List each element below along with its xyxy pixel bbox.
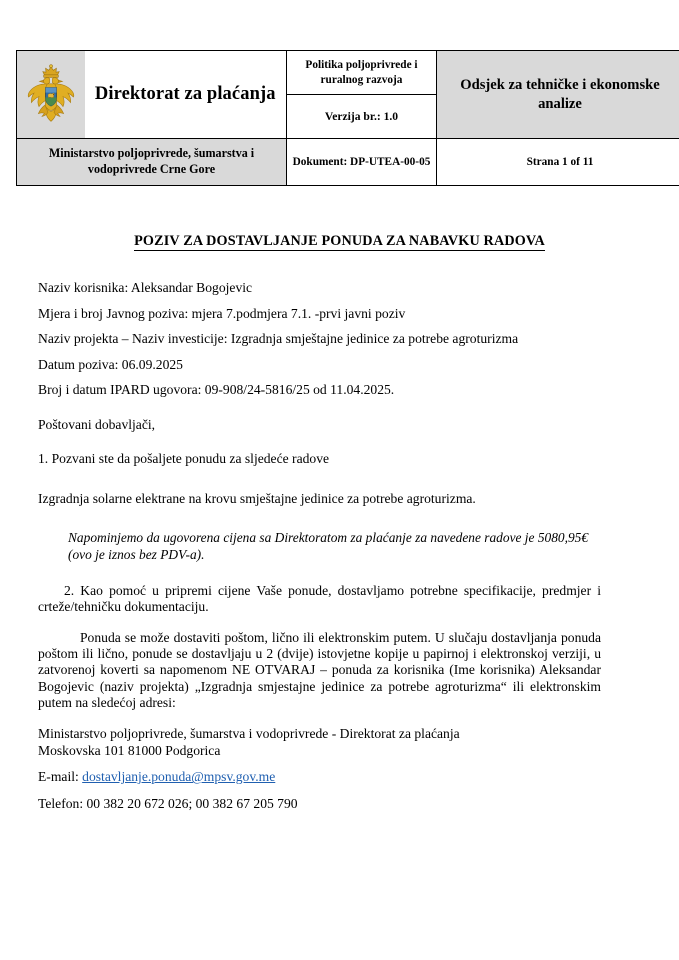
phone-line: Telefon: 00 382 20 672 026; 00 382 67 205 790 [38, 795, 298, 811]
page-title-text: POZIV ZA DOSTAVLJANJE PONUDA ZA NABAVKU RADOVA [134, 233, 545, 249]
spacer-7 [38, 711, 601, 725]
project-line: Naziv projekta – Naziv investicije: Izgradnja smještajne jedinice za potrebe agroturizma [38, 331, 519, 347]
montenegro-coat-of-arms-icon [25, 64, 77, 126]
version-cell [287, 95, 437, 139]
directorate-title-cell [85, 51, 287, 139]
works-description-line: Izgradnja solarne elektrane na krovu smještajne jedinice za potrebe agroturizma. [38, 490, 476, 506]
address-line-2: Moskovska 101 81000 Podgorica [38, 743, 221, 759]
page-number-label: Strana 1 of 11 [526, 156, 594, 168]
document-header-table [16, 50, 679, 186]
measure-line: Mjera i broj Javnog poziva: mjera 7.podmjera 7.1. -prvi javni poziv [38, 305, 406, 321]
page-number-cell [437, 139, 679, 186]
spacer-1 [38, 408, 601, 417]
page-title [0, 233, 679, 250]
spacer-6 [38, 616, 601, 630]
item-1-line: 1. Pozvani ste da pošaljete ponudu za sljedeće radove [38, 451, 330, 467]
department-cell [437, 51, 679, 139]
policy-cell [287, 51, 437, 95]
price-note: Napominjemo da ugovorena cijena sa Direktoratom za plaćanje za navedene radove je 5080,95€ (ovo je iznos bez PDV-a). [68, 530, 589, 562]
spacer-5 [38, 563, 601, 583]
email-line [38, 768, 601, 785]
contract-line: Broj i datum IPARD ugovora: 09-908/24-5816/25 od 11.04.2025. [38, 382, 395, 398]
header-row-bottom [17, 139, 679, 186]
ministry-label: Ministarstvo poljoprivrede, šumarstva i vodoprivrede Crne Gore [48, 146, 255, 176]
directorate-title: Direktorat za plaćanja [94, 84, 276, 105]
spacer-3 [38, 477, 601, 491]
spacer-4 [38, 516, 601, 530]
document-code-cell [287, 139, 437, 186]
spacer-8 [38, 759, 601, 768]
policy-label: Politika poljoprivrede i ruralnog razvoja [305, 59, 418, 86]
address-line-1: Ministarstvo poljoprivrede, šumarstva i vodoprivrede - Direktorat za plaćanja [38, 726, 460, 742]
submission-paragraph: Ponuda se može dostaviti poštom, lično ili elektronskim putem. U slučaju dostavljanja ponuda poštom ili lično, ponude se dostavljaju u 2 (dvije) istovjetne kopije u papirnoj i elektronskoj verziji, u zatvorenoj koverti sa napomenom NE OTVARAJ – ponuda za korisnika (Ime korisnika) Aleksandar Bogojevic (naziv projekta) „Izgradnja smjestajne jedinice za potrebe agroturizma“ ili elektronskim putem na sledećoj adresi: [38, 629, 601, 710]
call-date-line: Datum poziva: 06.09.2025 [38, 356, 183, 372]
email-link[interactable]: dostavljanje.ponuda@mpsv.gov.me [82, 769, 276, 785]
spacer-2 [38, 442, 601, 451]
document-code-label: Dokument: DP-UTEA-00-05 [292, 155, 431, 168]
version-label: Verzija br.: 1.0 [324, 110, 399, 123]
beneficiary-line: Naziv korisnika: Aleksandar Bogojevic [38, 280, 253, 295]
coat-of-arms-cell [17, 51, 85, 139]
salutation-line: Poštovani dobavljači, [38, 416, 156, 432]
email-label: E-mail: [38, 769, 83, 785]
spacer-9 [38, 786, 601, 795]
header-row-top [17, 51, 679, 95]
document-body [38, 280, 601, 812]
department-label: Odsjek za tehničke i ekonomske analize [460, 76, 660, 112]
item-2-paragraph: 2. Kao pomoć u pripremi cijene Vaše ponude, dostavljamo potrebne specifikacije, predmjer i crteže/tehničku dokumentaciju. [38, 582, 601, 615]
ministry-cell [17, 139, 287, 186]
